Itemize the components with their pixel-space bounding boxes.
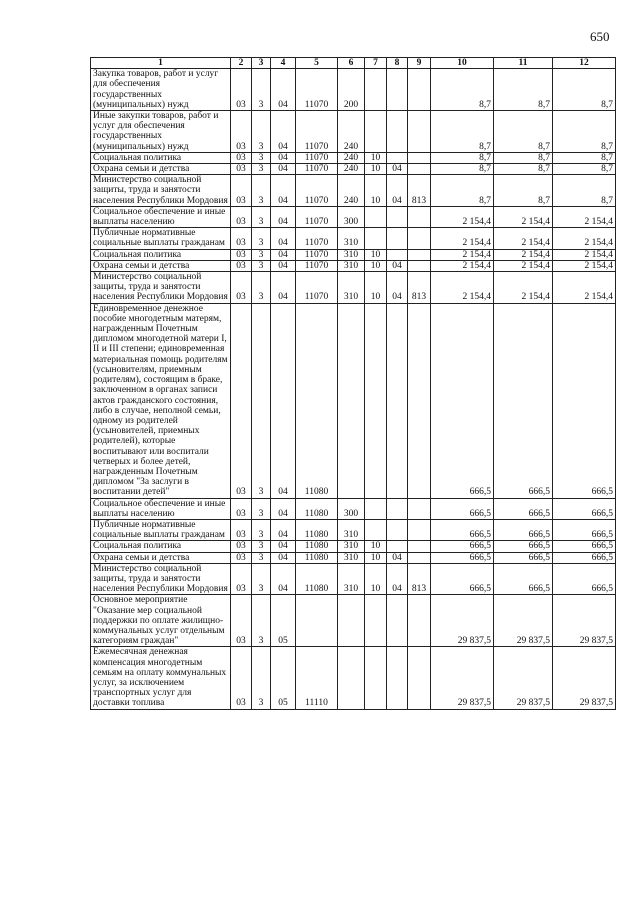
table-row [91, 206, 616, 227]
code-cell: 10 [365, 563, 387, 595]
amount-cell: 29 837,5 [431, 647, 494, 709]
code-cell: 04 [271, 164, 296, 175]
code-cell: 10 [365, 541, 387, 552]
amount-cell: 8,7 [431, 152, 494, 163]
code-cell: 813 [408, 272, 431, 304]
table-row [91, 552, 616, 563]
item-name-cell: Охрана семьи и детства [91, 552, 231, 563]
code-cell: 11070 [296, 152, 338, 163]
item-name-cell: Министерство социальной защиты, труда и занятости населения Республики Мордовия [91, 175, 231, 207]
code-cell: 03 [231, 595, 252, 647]
code-cell: 3 [252, 519, 271, 540]
amount-cell: 2 154,4 [431, 228, 494, 249]
code-cell: 04 [271, 228, 296, 249]
code-cell [387, 228, 408, 249]
budget-table [90, 57, 616, 710]
amount-cell: 2 154,4 [553, 206, 616, 227]
code-cell: 03 [231, 152, 252, 163]
code-cell: 11070 [296, 175, 338, 207]
page-number: 650 [590, 29, 610, 44]
code-cell: 10 [365, 272, 387, 304]
code-cell: 3 [252, 69, 271, 111]
code-cell: 11080 [296, 552, 338, 563]
table-row [91, 175, 616, 207]
item-name-cell: Публичные нормативные социальные выплаты гражданам [91, 519, 231, 540]
code-cell: 04 [271, 260, 296, 271]
code-cell: 04 [387, 175, 408, 207]
item-name-cell: Министерство социальной защиты, труда и занятости населения Республики Мордовия [91, 272, 231, 304]
amount-cell: 2 154,4 [553, 228, 616, 249]
column-header: 10 [431, 58, 494, 69]
item-name-cell: Единовременное денежное пособие многодетным матерям, награжденным Почетным дипломом многодетной матери I, II и III степени; единовременная материальная помощь родителям (усыновителям, приемным родителям), состоящим в браке, заключенном в органах записи актов гражданского состояния, либо в случае, неполной семьи, одному из родителей (усыновителей, приемных родителей), которые воспитывают или воспитали четверых и более детей, награжденным Почетным дипломом "За заслуги в воспитании детей" [91, 303, 231, 498]
code-cell: 310 [338, 541, 365, 552]
amount-cell: 666,5 [431, 541, 494, 552]
amount-cell: 8,7 [494, 175, 553, 207]
code-cell: 03 [231, 563, 252, 595]
code-cell [387, 647, 408, 709]
item-name-cell: Охрана семьи и детства [91, 164, 231, 175]
code-cell: 03 [231, 228, 252, 249]
amount-cell: 2 154,4 [494, 249, 553, 260]
amount-cell: 2 154,4 [431, 249, 494, 260]
code-cell: 11070 [296, 69, 338, 111]
code-cell: 05 [271, 647, 296, 709]
code-cell [338, 595, 365, 647]
item-name-cell: Социальная политика [91, 152, 231, 163]
code-cell: 11070 [296, 228, 338, 249]
code-cell: 11070 [296, 272, 338, 304]
code-cell [387, 111, 408, 153]
amount-cell: 2 154,4 [553, 249, 616, 260]
code-cell: 04 [387, 552, 408, 563]
code-cell [365, 519, 387, 540]
amount-cell: 8,7 [553, 164, 616, 175]
amount-cell: 666,5 [553, 303, 616, 498]
table-body [91, 69, 616, 709]
amount-cell: 29 837,5 [553, 595, 616, 647]
code-cell [365, 595, 387, 647]
code-cell: 3 [252, 152, 271, 163]
code-cell: 310 [338, 228, 365, 249]
amount-cell: 666,5 [553, 552, 616, 563]
column-header: 9 [408, 58, 431, 69]
table-row [91, 260, 616, 271]
amount-cell: 2 154,4 [494, 206, 553, 227]
amount-cell: 8,7 [553, 152, 616, 163]
code-cell [387, 303, 408, 498]
amount-cell: 2 154,4 [553, 260, 616, 271]
code-cell [408, 303, 431, 498]
amount-cell: 29 837,5 [553, 647, 616, 709]
code-cell: 10 [365, 175, 387, 207]
amount-cell: 666,5 [494, 552, 553, 563]
amount-cell: 8,7 [553, 175, 616, 207]
amount-cell: 8,7 [494, 152, 553, 163]
amount-cell: 666,5 [431, 498, 494, 519]
amount-cell: 8,7 [431, 111, 494, 153]
code-cell: 03 [231, 552, 252, 563]
code-cell: 3 [252, 498, 271, 519]
code-cell: 3 [252, 206, 271, 227]
table-row [91, 272, 616, 304]
code-cell: 03 [231, 249, 252, 260]
code-cell: 03 [231, 303, 252, 498]
amount-cell: 666,5 [431, 303, 494, 498]
code-cell: 11110 [296, 647, 338, 709]
code-cell: 3 [252, 175, 271, 207]
code-cell: 3 [252, 272, 271, 304]
code-cell: 3 [252, 303, 271, 498]
code-cell: 11070 [296, 206, 338, 227]
code-cell: 04 [271, 69, 296, 111]
item-name-cell: Основное мероприятие "Оказание мер социальной поддержки по оплате жилищно-коммунальных услуг отдельным категориям граждан" [91, 595, 231, 647]
code-cell: 03 [231, 206, 252, 227]
code-cell: 3 [252, 164, 271, 175]
code-cell [408, 519, 431, 540]
code-cell: 04 [271, 541, 296, 552]
code-cell: 03 [231, 272, 252, 304]
table-row [91, 498, 616, 519]
table-row [91, 152, 616, 163]
amount-cell: 8,7 [494, 111, 553, 153]
code-cell: 310 [338, 563, 365, 595]
code-cell: 11080 [296, 498, 338, 519]
code-cell: 03 [231, 541, 252, 552]
code-cell [408, 260, 431, 271]
amount-cell: 2 154,4 [494, 260, 553, 271]
code-cell: 03 [231, 647, 252, 709]
amount-cell: 2 154,4 [431, 206, 494, 227]
code-cell: 3 [252, 552, 271, 563]
amount-cell: 29 837,5 [494, 647, 553, 709]
amount-cell: 666,5 [494, 541, 553, 552]
code-cell: 04 [271, 519, 296, 540]
amount-cell: 8,7 [431, 164, 494, 175]
code-cell [387, 152, 408, 163]
code-cell [296, 595, 338, 647]
amount-cell: 666,5 [553, 498, 616, 519]
item-name-cell: Охрана семьи и детства [91, 260, 231, 271]
code-cell [408, 647, 431, 709]
code-cell: 05 [271, 595, 296, 647]
code-cell [365, 206, 387, 227]
amount-cell: 29 837,5 [431, 595, 494, 647]
amount-cell: 666,5 [494, 498, 553, 519]
item-name-cell: Социальная политика [91, 249, 231, 260]
amount-cell: 666,5 [494, 519, 553, 540]
code-cell: 200 [338, 69, 365, 111]
table-row [91, 111, 616, 153]
code-cell: 04 [271, 552, 296, 563]
amount-cell: 666,5 [553, 519, 616, 540]
amount-cell: 2 154,4 [494, 272, 553, 304]
amount-cell: 666,5 [431, 552, 494, 563]
code-cell: 03 [231, 164, 252, 175]
code-cell: 04 [271, 206, 296, 227]
column-header: 7 [365, 58, 387, 69]
code-cell: 11080 [296, 303, 338, 498]
code-cell: 03 [231, 175, 252, 207]
code-cell: 813 [408, 175, 431, 207]
code-cell: 11080 [296, 519, 338, 540]
code-cell [408, 228, 431, 249]
code-cell: 300 [338, 498, 365, 519]
amount-cell: 8,7 [553, 69, 616, 111]
column-header: 6 [338, 58, 365, 69]
code-cell: 310 [338, 249, 365, 260]
amount-cell: 8,7 [553, 111, 616, 153]
code-cell: 03 [231, 260, 252, 271]
code-cell [387, 595, 408, 647]
code-cell: 3 [252, 595, 271, 647]
column-header: 2 [231, 58, 252, 69]
item-name-cell: Закупка товаров, работ и услуг для обеспечения государственных (муниципальных) нужд [91, 69, 231, 111]
table-row [91, 647, 616, 709]
amount-cell: 2 154,4 [431, 260, 494, 271]
item-name-cell: Социальное обеспечение и иные выплаты населению [91, 498, 231, 519]
code-cell: 813 [408, 563, 431, 595]
amount-cell: 666,5 [431, 563, 494, 595]
amount-cell: 8,7 [431, 175, 494, 207]
table-row [91, 519, 616, 540]
code-cell [408, 69, 431, 111]
code-cell [408, 552, 431, 563]
code-cell: 10 [365, 552, 387, 563]
code-cell: 3 [252, 563, 271, 595]
code-cell [408, 152, 431, 163]
table-row [91, 69, 616, 111]
code-cell: 04 [271, 563, 296, 595]
code-cell: 10 [365, 152, 387, 163]
table-row [91, 249, 616, 260]
code-cell: 04 [271, 152, 296, 163]
code-cell: 3 [252, 541, 271, 552]
code-cell: 310 [338, 272, 365, 304]
code-cell: 03 [231, 498, 252, 519]
code-cell: 310 [338, 260, 365, 271]
code-cell [365, 303, 387, 498]
code-cell: 310 [338, 552, 365, 563]
item-name-cell: Иные закупки товаров, работ и услуг для обеспечения государственных (муниципальных) нужд [91, 111, 231, 153]
table-row [91, 541, 616, 552]
amount-cell: 2 154,4 [553, 272, 616, 304]
code-cell [387, 249, 408, 260]
column-header: 5 [296, 58, 338, 69]
code-cell: 03 [231, 111, 252, 153]
code-cell: 04 [387, 272, 408, 304]
code-cell [387, 519, 408, 540]
amount-cell: 8,7 [494, 69, 553, 111]
code-cell: 04 [271, 272, 296, 304]
code-cell: 11080 [296, 541, 338, 552]
table-header-row [91, 58, 616, 69]
code-cell: 04 [271, 249, 296, 260]
code-cell: 3 [252, 249, 271, 260]
code-cell: 240 [338, 164, 365, 175]
table-row [91, 303, 616, 498]
code-cell: 310 [338, 519, 365, 540]
code-cell: 04 [271, 175, 296, 207]
code-cell: 04 [271, 303, 296, 498]
code-cell: 300 [338, 206, 365, 227]
amount-cell: 666,5 [494, 303, 553, 498]
code-cell [338, 647, 365, 709]
code-cell [365, 498, 387, 519]
code-cell: 11070 [296, 111, 338, 153]
code-cell [408, 206, 431, 227]
amount-cell: 2 154,4 [431, 272, 494, 304]
amount-cell: 8,7 [431, 69, 494, 111]
code-cell [365, 228, 387, 249]
code-cell: 03 [231, 69, 252, 111]
item-name-cell: Публичные нормативные социальные выплаты гражданам [91, 228, 231, 249]
table-row [91, 228, 616, 249]
code-cell: 04 [271, 498, 296, 519]
code-cell: 240 [338, 175, 365, 207]
code-cell [408, 164, 431, 175]
code-cell: 04 [387, 563, 408, 595]
amount-cell: 666,5 [553, 563, 616, 595]
code-cell: 240 [338, 152, 365, 163]
table-row [91, 164, 616, 175]
code-cell: 11070 [296, 260, 338, 271]
item-name-cell: Социальное обеспечение и иные выплаты населению [91, 206, 231, 227]
table-row [91, 595, 616, 647]
code-cell: 04 [271, 111, 296, 153]
code-cell: 3 [252, 647, 271, 709]
column-header: 4 [271, 58, 296, 69]
code-cell [408, 111, 431, 153]
code-cell: 3 [252, 260, 271, 271]
amount-cell: 666,5 [494, 563, 553, 595]
code-cell [408, 249, 431, 260]
code-cell: 240 [338, 111, 365, 153]
column-header: 3 [252, 58, 271, 69]
code-cell: 10 [365, 249, 387, 260]
code-cell [365, 111, 387, 153]
code-cell: 04 [387, 260, 408, 271]
code-cell: 10 [365, 164, 387, 175]
code-cell: 3 [252, 228, 271, 249]
column-header: 11 [494, 58, 553, 69]
column-header: 1 [91, 58, 231, 69]
item-name-cell: Социальная политика [91, 541, 231, 552]
table-row [91, 563, 616, 595]
code-cell: 3 [252, 111, 271, 153]
amount-cell: 8,7 [494, 164, 553, 175]
column-header: 8 [387, 58, 408, 69]
amount-cell: 666,5 [431, 519, 494, 540]
code-cell [365, 647, 387, 709]
code-cell [338, 303, 365, 498]
code-cell: 11070 [296, 164, 338, 175]
code-cell: 04 [387, 164, 408, 175]
code-cell [408, 595, 431, 647]
column-header: 12 [553, 58, 616, 69]
code-cell: 03 [231, 519, 252, 540]
code-cell [408, 541, 431, 552]
code-cell [387, 498, 408, 519]
code-cell [408, 498, 431, 519]
code-cell: 10 [365, 260, 387, 271]
amount-cell: 2 154,4 [494, 228, 553, 249]
code-cell [387, 206, 408, 227]
code-cell [387, 69, 408, 111]
amount-cell: 666,5 [553, 541, 616, 552]
code-cell: 11070 [296, 249, 338, 260]
code-cell [365, 69, 387, 111]
item-name-cell: Ежемесячная денежная компенсация многодетным семьям на оплату коммунальных услуг, за исключением транспортных услуг для доставки топлива [91, 647, 231, 709]
code-cell: 11080 [296, 563, 338, 595]
code-cell [387, 541, 408, 552]
item-name-cell: Министерство социальной защиты, труда и занятости населения Республики Мордовия [91, 563, 231, 595]
amount-cell: 29 837,5 [494, 595, 553, 647]
